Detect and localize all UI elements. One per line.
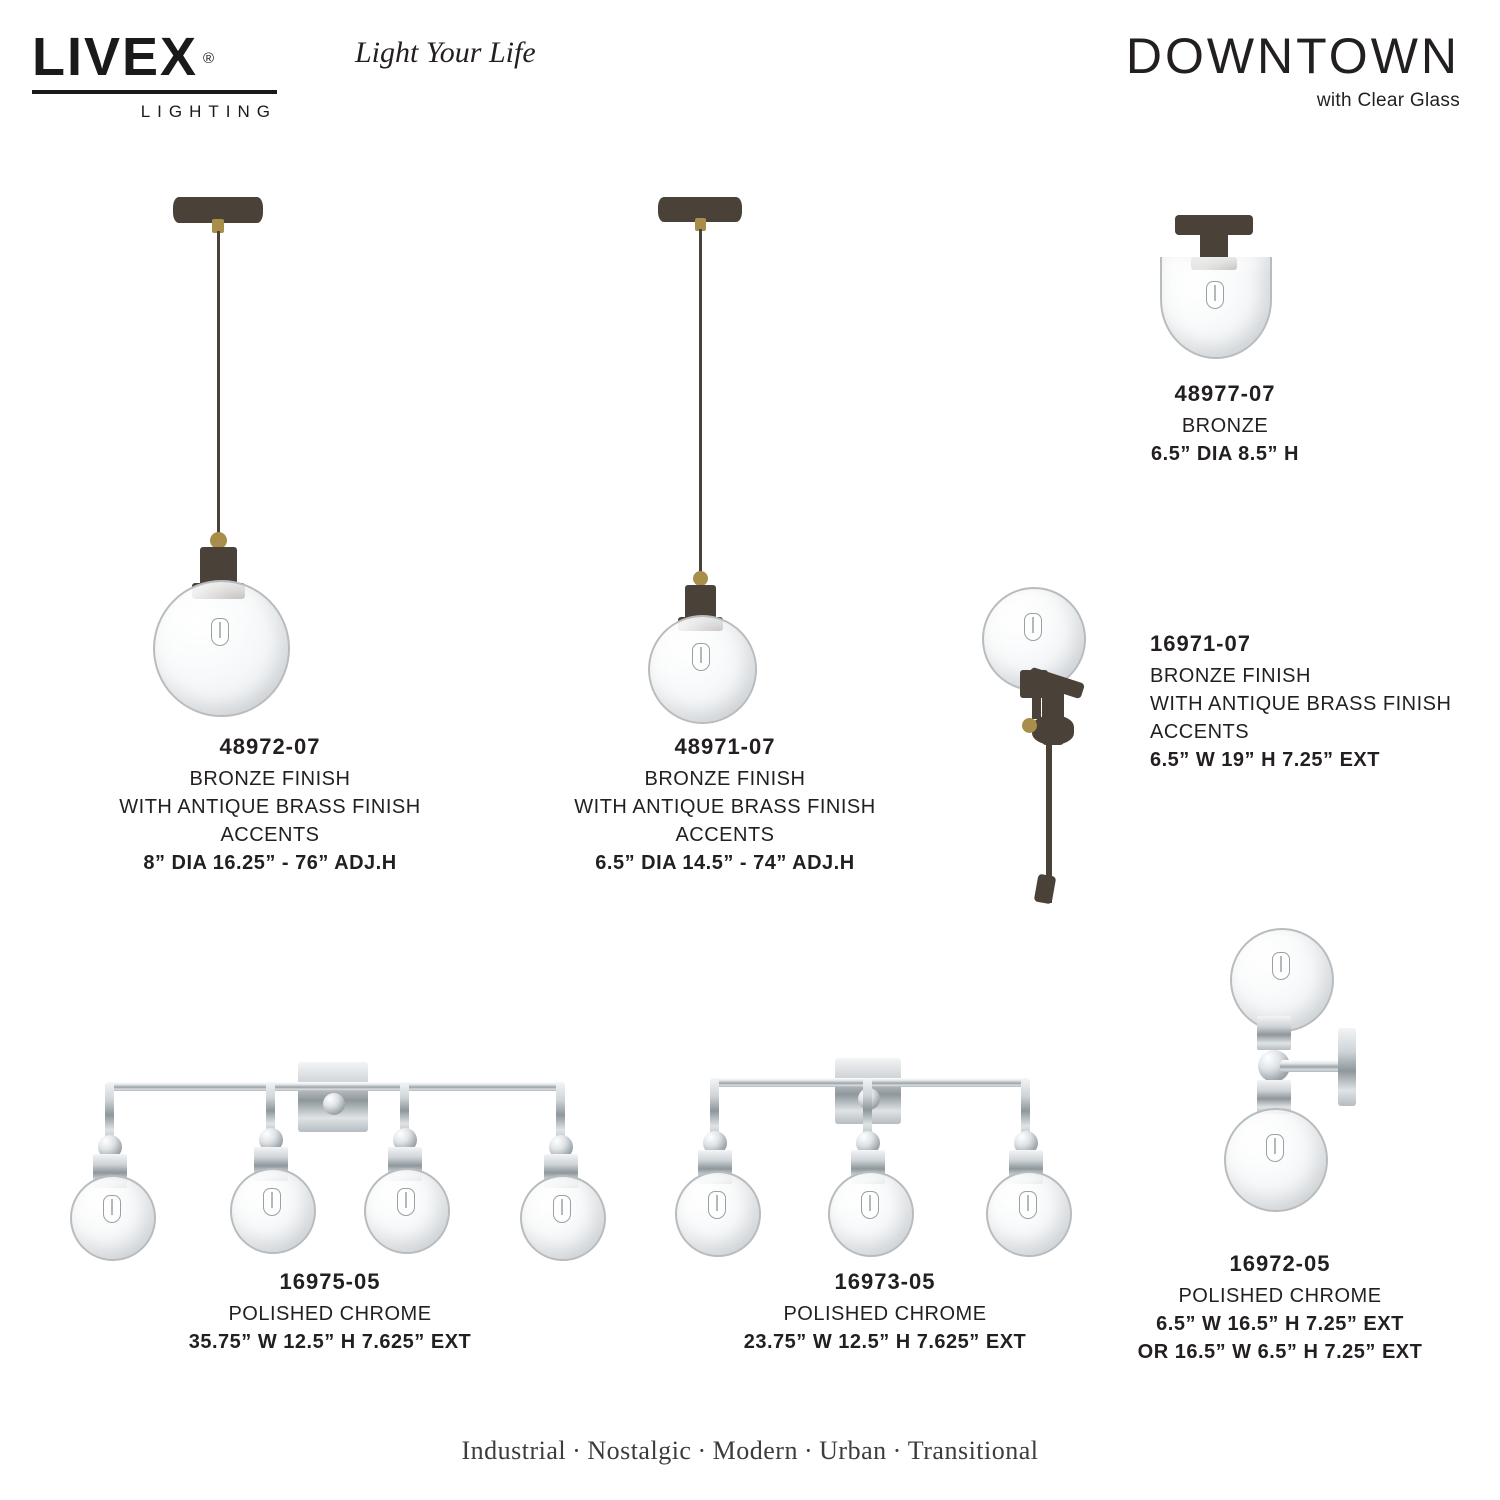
footer-separator: · bbox=[697, 1436, 707, 1465]
arm-4 bbox=[556, 1082, 565, 1142]
page-subtitle: with Clear Glass bbox=[1316, 90, 1460, 111]
fixture-illustration-16972-05 bbox=[1130, 920, 1430, 1230]
dimensions-label: 8” DIA 16.25” - 76” ADJ.H bbox=[143, 852, 397, 874]
finish-line-1: POLISHED CHROME bbox=[1178, 1285, 1382, 1307]
bulb-filament-3 bbox=[397, 1188, 415, 1216]
caption-16971-07 bbox=[1150, 630, 1500, 774]
brass-ball-accent bbox=[693, 571, 708, 586]
product-48972-07 bbox=[60, 175, 480, 915]
brand-logo-text: LIVEX bbox=[32, 27, 199, 87]
product-16975-05 bbox=[30, 1030, 630, 1360]
footer-separator: · bbox=[892, 1436, 902, 1465]
footer-keyword-5: Transitional bbox=[907, 1436, 1039, 1465]
dimensions-label: 23.75” W 12.5” H 7.625” EXT bbox=[743, 1331, 1027, 1353]
fixture-illustration-48971-07 bbox=[515, 175, 935, 720]
sku-label: 16971-07 bbox=[1150, 631, 1251, 656]
dimensions-label: 6.5” DIA 8.5” H bbox=[1151, 443, 1299, 465]
wall-arm bbox=[1280, 1060, 1344, 1072]
registered-trademark-icon: ® bbox=[202, 50, 217, 67]
footer-keyword-4: Urban bbox=[819, 1436, 887, 1465]
bulb-filament-bottom bbox=[1266, 1134, 1284, 1162]
ceiling-plate bbox=[1175, 215, 1253, 235]
dimensions-alt-label: OR 16.5” W 6.5” H 7.25” EXT bbox=[1137, 1341, 1423, 1363]
finish-line-3: ACCENTS bbox=[220, 824, 320, 846]
bulb-filament-4 bbox=[553, 1195, 571, 1223]
product-16972-05 bbox=[1130, 920, 1500, 1363]
fixture-illustration-48972-07 bbox=[60, 175, 480, 720]
footer-keywords bbox=[0, 1436, 1500, 1466]
socket-top bbox=[1257, 1016, 1291, 1050]
finish-line-2: WITH ANTIQUE BRASS FINISH bbox=[1150, 693, 1452, 715]
fixture-illustration-48977-07 bbox=[1060, 195, 1390, 365]
sku-label: 48977-07 bbox=[1174, 381, 1276, 406]
arm-1 bbox=[710, 1078, 719, 1138]
caption-48977-07 bbox=[1060, 380, 1390, 468]
brand-logo-wordmark bbox=[32, 27, 217, 87]
product-16971-07 bbox=[960, 575, 1500, 905]
footer-keyword-3: Modern bbox=[712, 1436, 798, 1465]
crossbar bbox=[105, 1082, 565, 1091]
glass-globe bbox=[153, 580, 290, 717]
sku-label: 16975-05 bbox=[279, 1269, 381, 1294]
fixture-illustration-16975-05 bbox=[30, 1030, 630, 1245]
page-header bbox=[0, 0, 1500, 140]
brand-logo-rule bbox=[32, 90, 277, 94]
collection-title-block bbox=[1126, 30, 1460, 112]
finish-line-1: POLISHED CHROME bbox=[783, 1303, 987, 1325]
bulb-filament-2 bbox=[263, 1188, 281, 1216]
brass-ball-accent bbox=[1022, 718, 1037, 733]
finish-line-3: ACCENTS bbox=[1150, 721, 1250, 743]
bulb-filament-1 bbox=[708, 1191, 726, 1219]
backplate bbox=[1338, 1028, 1356, 1106]
sku-label: 48972-07 bbox=[219, 734, 321, 759]
bulb-filament-3 bbox=[1019, 1191, 1037, 1219]
caption-16973-05 bbox=[650, 1268, 1120, 1356]
footer-separator: · bbox=[572, 1436, 582, 1465]
arm-3 bbox=[400, 1082, 409, 1134]
arm-2 bbox=[266, 1082, 275, 1134]
bulb-filament-top bbox=[1272, 952, 1290, 980]
arm-stem bbox=[1032, 693, 1041, 719]
cord bbox=[699, 229, 702, 575]
caption-16975-05 bbox=[30, 1268, 630, 1356]
product-48971-07 bbox=[515, 175, 935, 935]
dimensions-label: 6.5” DIA 14.5” - 74” ADJ.H bbox=[595, 852, 855, 874]
sku-label: 16973-05 bbox=[834, 1269, 936, 1294]
finish-line-1: BRONZE FINISH bbox=[644, 768, 806, 790]
bulb-filament bbox=[1206, 281, 1224, 309]
product-16973-05 bbox=[650, 1030, 1120, 1360]
finish-line-1: BRONZE FINISH bbox=[189, 768, 351, 790]
brand-logo-subtitle: LIGHTING bbox=[140, 102, 277, 121]
caption-48972-07 bbox=[60, 733, 480, 877]
dimensions-label: 35.75” W 12.5” H 7.625” EXT bbox=[188, 1331, 472, 1353]
center-ball bbox=[323, 1093, 345, 1115]
arm-1 bbox=[105, 1082, 114, 1142]
dimensions-label: 6.5” W 16.5” H 7.25” EXT bbox=[1156, 1313, 1404, 1335]
arm-3 bbox=[1021, 1078, 1030, 1138]
footer-separator: · bbox=[803, 1436, 814, 1465]
finish-line-1: BRONZE bbox=[1181, 415, 1269, 437]
bulb-filament bbox=[1024, 613, 1042, 641]
bulb-filament bbox=[692, 643, 710, 671]
finish-line-1: POLISHED CHROME bbox=[228, 1303, 432, 1325]
bulb-filament-2 bbox=[861, 1191, 879, 1219]
arm-2 bbox=[863, 1078, 872, 1136]
caption-16972-05 bbox=[1090, 1250, 1470, 1366]
backplate-round bbox=[1032, 715, 1074, 745]
finish-line-2: WITH ANTIQUE BRASS FINISH bbox=[119, 796, 421, 818]
dimensions-label: 6.5” W 19” H 7.25” EXT bbox=[1150, 749, 1380, 771]
page-title: DOWNTOWN bbox=[1125, 28, 1460, 84]
footer-keyword-1: Industrial bbox=[461, 1436, 567, 1465]
product-48977-07 bbox=[1060, 195, 1480, 495]
finish-line-1: BRONZE FINISH bbox=[1150, 665, 1311, 687]
fixture-illustration-16971-07 bbox=[960, 575, 1130, 905]
cord-end bbox=[1034, 874, 1057, 905]
finish-line-3: ACCENTS bbox=[675, 824, 775, 846]
footer-keyword-2: Nostalgic bbox=[587, 1436, 692, 1465]
fixture-illustration-16973-05 bbox=[650, 1030, 1120, 1245]
brand-tagline: Light Your Life bbox=[355, 36, 536, 69]
bulb-filament bbox=[211, 618, 229, 646]
sku-label: 48971-07 bbox=[674, 734, 776, 759]
bulb-filament-1 bbox=[103, 1195, 121, 1223]
caption-48971-07 bbox=[515, 733, 935, 877]
finish-line-2: WITH ANTIQUE BRASS FINISH bbox=[574, 796, 876, 818]
sku-label: 16972-05 bbox=[1229, 1251, 1331, 1276]
brand-logo bbox=[32, 27, 292, 122]
cord bbox=[217, 231, 220, 537]
